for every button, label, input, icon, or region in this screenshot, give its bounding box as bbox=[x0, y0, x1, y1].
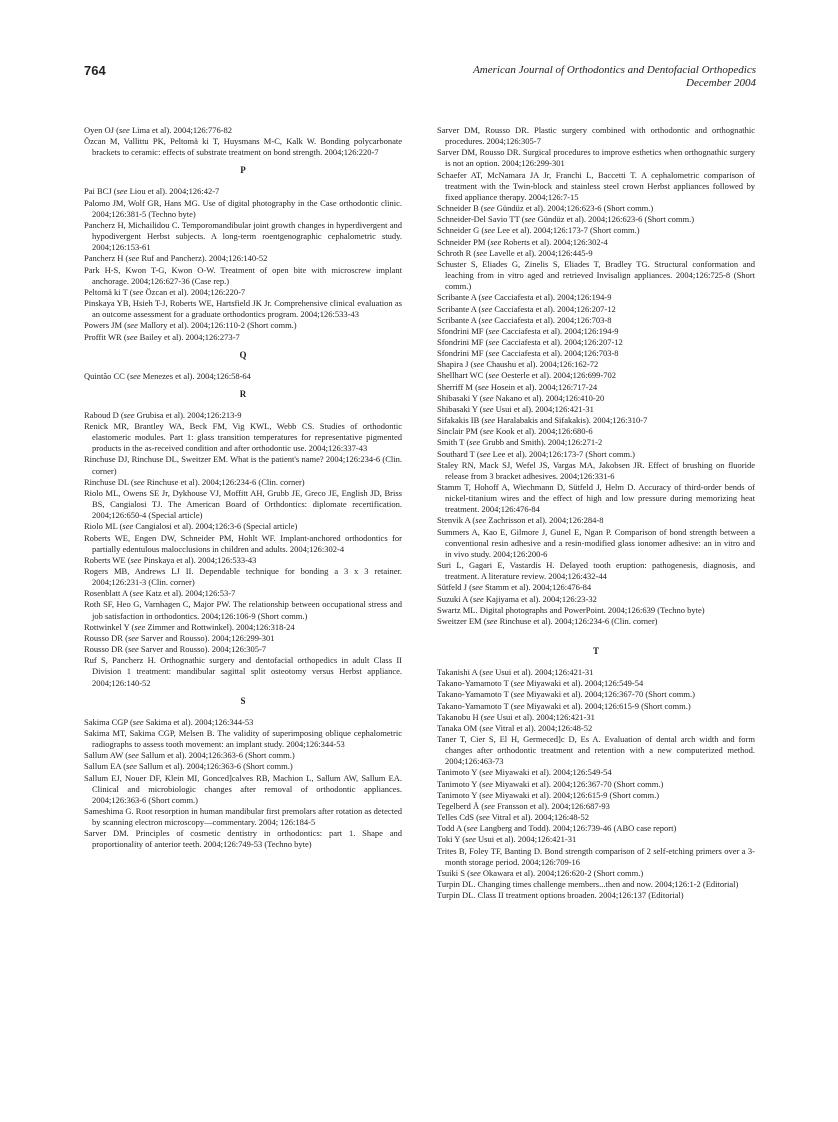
index-entry: Takano-Yamamoto T (see Miyawaki et al). 2004;126:367-70 (Short comm.) bbox=[437, 689, 695, 700]
index-entry: Sakima MT, Sakima CGP, Melsen B. The validity of superimposing oblique cephalometric radiographs to assess tooth movement: an implant study. 2004;126:344-53 bbox=[84, 727, 402, 750]
index-entry: Sherriff M (see Hosein et al). 2004;126:717-24 bbox=[437, 381, 598, 392]
index-entry: Shapira J (see Chaushu et al). 2004;126:162-72 bbox=[437, 359, 599, 370]
index-entry: Shellhart WC (see Oesterle et al). 2004;126:699-702 bbox=[437, 370, 617, 381]
index-entry: Takano-Yamamoto T (see Miyawaki et al). 2004;126:549-54 bbox=[437, 678, 644, 689]
index-entry: Riolo ML, Owens SE Jr, Dykhouse VJ, Moffitt AH, Grubb JE, Greco JE, English JD, Briss BS, Cangialosi TJ. The American Board of Orthdontics: diplomate recertification. 2004;126:650-4 (Special article) bbox=[84, 487, 402, 521]
index-entry: Schneider PM (see Roberts et al). 2004;126:302-4 bbox=[437, 236, 608, 247]
index-entry: Rogers MB, Andrews LJ II. Dependable technique for bonding a 3 x 3 retainer. 2004;126:231-3 (Clin. corner) bbox=[84, 566, 402, 588]
index-entry: Takanobu H (see Usui et al). 2004;126:421-31 bbox=[437, 711, 595, 722]
section-letter: R bbox=[239, 388, 247, 399]
index-entry: Scribante A (see Cacciafesta et al). 2004;126:194-9 bbox=[437, 292, 612, 303]
index-entry: Tanimoto Y (see Miyawaki et al). 2004;126:367-70 (Short comm.) bbox=[437, 778, 664, 789]
index-entry: Takano-Yamamoto T (see Miyawaki et al). 2004;126:615-9 (Short comm.) bbox=[437, 700, 691, 711]
index-entry: Schroth R (see Lavelle et al). 2004;126:445-9 bbox=[437, 247, 593, 258]
section-spacer bbox=[437, 627, 755, 639]
journal-title: American Journal of Orthodontics and Dentofacial Orthopedics bbox=[473, 64, 756, 76]
index-entry: Palomo JM, Wolf GR, Hans MG. Use of digital photography in the Case orthodontic clinic. 2004;126:381-5 (Techno byte) bbox=[84, 197, 402, 219]
index-entry: Schneider B (see Gündüz et al). 2004;126:623-6 (Short comm.) bbox=[437, 203, 654, 214]
index-entry: Özcan M, Vallittu PK, Peltomä ki T, Huysmans M-C, Kalk W. Bonding polycarbonate brackets to ceramic: effects of substrate treatment on bond strength. 2004;126:220-7 bbox=[84, 136, 402, 158]
section-letter: T bbox=[592, 646, 599, 657]
index-entry: Roberts WE, Engen DW, Schneider PM, Hohlt WF. Implant-anchored orthodontics for partially edentulous malocclusions in children and adults. 2004;126:302-4 bbox=[84, 532, 402, 554]
index-entry: Powers JM (see Mallory et al). 2004;126:110-2 (Short comm.) bbox=[84, 320, 297, 331]
index-entry: Schneider G (see Lee et al). 2004;126:173-7 (Short comm.) bbox=[437, 225, 640, 236]
index-entry: Raboud D (see Grubisa et al). 2004;126:213-9 bbox=[84, 409, 242, 420]
index-entry: Sweitzer EM (see Rinchuse et al). 2004;126:234-6 (Clin. corner) bbox=[437, 615, 658, 626]
issue-date: December 2004 bbox=[686, 77, 756, 89]
index-entry: Sfondrini MF (see Cacciafesta et al). 2004;126:194-9 bbox=[437, 325, 619, 336]
index-entry: Turpin DL. Changing times challenge members...then and now. 2004;126:1-2 (Editorial) bbox=[437, 879, 739, 889]
index-entry: Rosenblatt A (see Katz et al). 2004;126:53-7 bbox=[84, 588, 236, 599]
section-letter: P bbox=[240, 165, 246, 176]
index-entry: Stenvik A (see Zachrisson et al). 2004;126:284-8 bbox=[437, 515, 604, 526]
right-column bbox=[437, 125, 755, 901]
index-entry: Scribante A (see Cacciafesta et al). 2004;126:703-8 bbox=[437, 314, 612, 325]
index-entry: Pinskaya YB, Hsieh T-J, Roberts WE, Hartsfield JK Jr. Comprehensive clinical evaluation as an outcome assessment for a graduate orthodontics program. 2004;126:533-43 bbox=[84, 298, 402, 320]
index-entry: Rinchuse DL (see Rinchuse et al). 2004;126:234-6 (Clin. corner) bbox=[84, 476, 305, 487]
section-letter: S bbox=[240, 695, 246, 706]
page-number: 764 bbox=[84, 63, 106, 78]
index-entry: Telles CdS (see Vitral et al). 2004;126:48-52 bbox=[437, 812, 589, 823]
index-entry: Tanimoto Y (see Miyawaki et al). 2004;126:615-9 (Short comm.) bbox=[437, 789, 660, 800]
index-entry: Tanaka OM (see Vitral et al). 2004;126:48-52 bbox=[437, 722, 593, 733]
index-entry: Park H-S, Kwon T-G, Kwon O-W. Treatment of open bite with microscrew implant anchorage. 2004;126:627-36 (Case rep.) bbox=[84, 264, 402, 286]
index-entry: Shibasaki Y (see Nakano et al). 2004;126:410-20 bbox=[437, 392, 605, 403]
index-entry: Sinclair PM (see Kook et al). 2004;126:680-6 bbox=[437, 426, 593, 437]
index-entry: Sarver DM, Rousso DR. Surgical procedures to improve esthetics when orthognathic surgery is not an option. 2004;126:299-301 bbox=[437, 147, 755, 169]
index-entry: Sfondrini MF (see Cacciafesta et al). 2004;126:207-12 bbox=[437, 336, 623, 347]
index-entry: Takanishi A (see Usui et al). 2004;126:421-31 bbox=[437, 667, 594, 678]
index-entry: Sallum AW (see Sallum et al). 2004;126:363-6 (Short comm.) bbox=[84, 750, 295, 761]
index-entry: Staley RN, Mack SJ, Wefel JS, Vargas MA, Jakobsen JR. Effect of brushing on fluoride release from 3 bracket adhesives. 2004;126:331-6 bbox=[437, 459, 755, 481]
index-entry: Southard T (see Lee et al). 2004;126:173-7 (Short comm.) bbox=[437, 448, 635, 459]
index-entry: Sallum EA (see Sallum et al). 2004;126:363-6 (Short comm.) bbox=[84, 761, 293, 772]
index-entry: Rousso DR (see Sarver and Rousso). 2004;126:305-7 bbox=[84, 644, 267, 655]
index-entry: Tegelberd Å (see Fransson et al). 2004;126:687-93 bbox=[437, 800, 610, 811]
index-entry: Schuster S, Eliades G, Zinelis S, Eliades T, Bradley TG. Structural conformation and leaching from in vitro aged and retrieved Invisalign appliances. 2004;126:725-8 (Short comm.) bbox=[437, 258, 755, 292]
left-column bbox=[84, 125, 402, 851]
index-entry: Trites B, Foley TF, Banting D. Bond strength comparison of 2 self-etching primers over a 3-month storage period. 2004;126:709-16 bbox=[437, 845, 755, 867]
index-entry: Schaefer AT, McNamara JA Jr, Franchi L, Baccetti T. A cephalometric comparison of treatment with the Twin-block and stainless steel crown Herbst appliances followed by fixed appliance therapy. 2004;126:7-15 bbox=[437, 169, 755, 202]
index-entry: Oyen OJ (see Lima et al). 2004;126:776-82 bbox=[84, 125, 233, 135]
index-entry: Tanimoto Y (see Miyawaki et al). 2004;126:549-54 bbox=[437, 767, 612, 778]
index-entry: Scribante A (see Cacciafesta et al). 2004;126:207-12 bbox=[437, 303, 616, 314]
index-entry: Schneider-Del Savio TT (see Gündüz et al). 2004;126:623-6 (Short comm.) bbox=[437, 214, 695, 225]
index-entry: Riolo ML (see Cangialosi et al). 2004;126:3-6 (Special article) bbox=[84, 521, 298, 532]
index-entry: Taner T, Cier S, El H, Germeced]c D, Es A. Evaluation of dental arch width and form changes after orthodontic treatment and retention with a new computerized method. 2004;126:463-73 bbox=[437, 733, 755, 767]
index-entry: Pancherz H, Michailidou C. Temporomandibular joint growth changes in hyperdivergent and hypodivergent Herbst subjects. A long-term roentgenographic cephalometric study. 2004;126:153-61 bbox=[84, 219, 402, 253]
index-entry: Quintão CC (see Menezes et al). 2004;126:58-64 bbox=[84, 370, 251, 381]
index-entry: Sameshima G. Root resorption in human mandibular first premolars after rotation as detected by scanning electron microscopy—commentary. 2004; 126:184-5 bbox=[84, 805, 402, 828]
journal-header bbox=[473, 64, 756, 90]
index-entry: Tsuiki S (see Okawara et al). 2004;126:620-2 (Short comm.) bbox=[437, 867, 644, 878]
index-entry: Proffit WR (see Bailey et al). 2004;126:273-7 bbox=[84, 331, 240, 342]
index-entry: Pai BCJ (see Liou et al). 2004;126:42-7 bbox=[84, 186, 220, 197]
index-entry: Suzuki A (see Kajiyama et al). 2004;126:23-32 bbox=[437, 593, 597, 604]
index-entry: Rinchuse DJ, Rinchuse DL, Sweitzer EM. What is the patient's name? 2004;126:234-6 (Clin. corner) bbox=[84, 454, 402, 476]
index-entry: Rottwinkel Y (see Zimmer and Rottwinkel). 2004;126:318-24 bbox=[84, 621, 295, 632]
index-entry: Ruf S, Pancherz H. Orthognathic surgery and dentofacial orthopedics in adult Class II Division 1 treatment: mandibular sagittal split osteotomy versus Herbst appliance. 2004;126:140-52 bbox=[84, 655, 402, 688]
index-entry: Roberts WE (see Pinskaya et al). 2004;126:533-43 bbox=[84, 554, 257, 565]
index-entry: Smith T (see Grubb and Smith). 2004;126:271-2 bbox=[437, 437, 603, 448]
index-entry: Turpin DL. Class II treatment options broaden. 2004;126:137 (Editorial) bbox=[437, 890, 684, 901]
index-entry: Pancherz H (see Ruf and Pancherz). 2004;126:140-52 bbox=[84, 253, 268, 264]
index-entry: Stamm T, Hohoff A, Wiechmann D, Sütfeld J, Helm D. Accuracy of third-order bends of nickel-titanium wires and the effect of high and low pressure during memorizing heat treatment. 2004;126:476-84 bbox=[437, 482, 755, 515]
index-entry: Sarver DM. Principles of cosmetic dentistry in orthodontics: part 1. Shape and proportionality of anterior teeth. 2004;126:749-53 (Techno byte) bbox=[84, 828, 402, 850]
index-entry: Shibasaki Y (see Usui et al). 2004;126:421-31 bbox=[437, 403, 594, 414]
index-entry: Rousso DR (see Sarver and Rousso). 2004;126:299-301 bbox=[84, 632, 275, 643]
index-entry: Summers A, Kao E, Gilmore J, Gunel E, Ngan P. Comparison of bond strength between a conventional resin adhesive and a resin-modified glass ionomer adhesive: an in vitro and in vivo study. 2004;126:200-6 bbox=[437, 526, 755, 559]
index-entry: Toki Y (see Usui et al). 2004;126:421-31 bbox=[437, 834, 577, 845]
index-entry: Sakima CGP (see Sakima et al). 2004;126:344-53 bbox=[84, 716, 254, 727]
index-entry: Todd A (see Langberg and Todd). 2004;126:739-46 (ABO case report) bbox=[437, 823, 677, 834]
index-entry: Renick MR, Brantley WA, Beck FM, Vig KWL, Webb CS. Studies of orthodontic elastomeric modules. Part 1: glass transition temperatures for representative pigmented products in the as-received condition and after orthodontic use. 2004;126:337-43 bbox=[84, 420, 402, 454]
index-entry: Peltomä ki T (see Özcan et al). 2004;126:220-7 bbox=[84, 286, 246, 297]
index-entry: Sfondrini MF (see Cacciafesta et al). 2004;126:703-8 bbox=[437, 348, 619, 359]
index-entry: Swartz ML. Digital photographs and PowerPoint. 2004;126:639 (Techno byte) bbox=[437, 604, 705, 615]
index-entry: Sütfeld J (see Stamm et al). 2004;126:476-84 bbox=[437, 582, 592, 593]
index-entry: Sarver DM, Rousso DR. Plastic surgery combined with orthodontic and orthognathic procedures. 2004;126:305-7 bbox=[437, 125, 755, 147]
index-entry: Sifakakis IB (see Haralabakis and Sifakakis). 2004;126:310-7 bbox=[437, 415, 648, 426]
index-entry: Roth SF, Heo G, Varnhagen C, Major PW. The relationship between occupational stress and job satisfaction in orthodontics. 2004;126:106-9 (Short comm.) bbox=[84, 599, 402, 621]
index-entry: Suri L, Gagari E, Vastardis H. Delayed tooth eruption: pathogenesis, diagnosis, and treatment. A literature review. 2004;126:432-44 bbox=[437, 560, 755, 582]
index-entry: Sallum EJ, Nouer DF, Klein MI, Gonced]calves RB, Machion L, Sallum AW, Sallum EA. Clinical and microbiologic changes after removal of orthodontic appliances. 2004;126:363-6 (Short comm.) bbox=[84, 772, 402, 805]
section-letter: Q bbox=[239, 349, 247, 360]
